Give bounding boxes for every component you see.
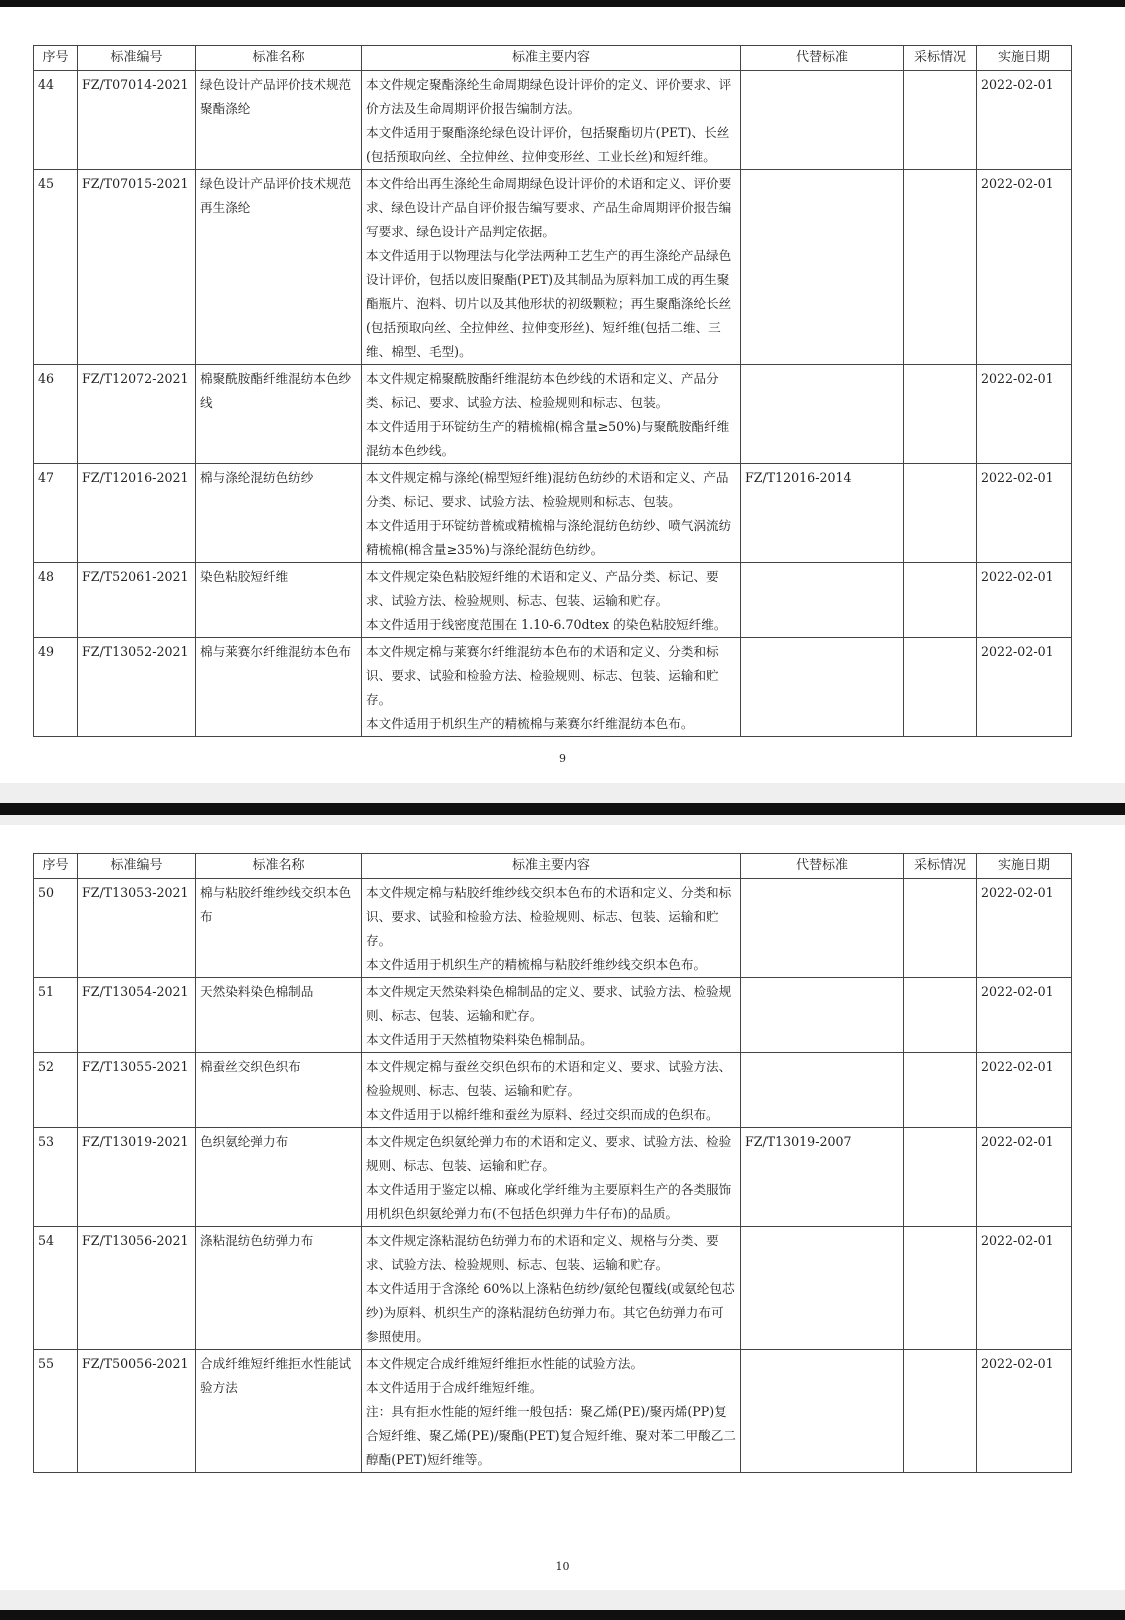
content-paragraph: 本文件适用于环锭纺普梳或精梳棉与涤纶混纺色纺纱、喷气涡流纺精梳棉(棉含量≥35%)与涤纶混纺色纺纱。 bbox=[366, 518, 732, 557]
page-number: 9 bbox=[559, 752, 566, 765]
replaced-standard-cell bbox=[741, 978, 904, 1053]
top-black-bar bbox=[0, 0, 1125, 7]
content-cell bbox=[362, 563, 741, 638]
content-paragraph: 本文件规定天然染料染色棉制品的定义、要求、试验方法、检验规则、标志、包装、运输和贮存。 bbox=[366, 984, 732, 1023]
replaced-standard-cell bbox=[741, 879, 904, 978]
column-header: 实施日期 bbox=[977, 46, 1072, 71]
page-gap bbox=[0, 783, 1125, 803]
table-row bbox=[34, 365, 1072, 464]
adoption-cell bbox=[904, 1350, 977, 1473]
effective-date-cell: 2022-02-01 bbox=[977, 71, 1072, 170]
replaced-standard-cell bbox=[741, 71, 904, 170]
standard-name-cell: 合成纤维短纤维拒水性能试验方法 bbox=[196, 1350, 362, 1473]
column-header: 采标情况 bbox=[904, 46, 977, 71]
effective-date-cell: 2022-02-01 bbox=[977, 978, 1072, 1053]
effective-date-cell: 2022-02-01 bbox=[977, 879, 1072, 978]
row-number-cell: 50 bbox=[34, 879, 78, 978]
standard-name-cell: 棉蚕丝交织色织布 bbox=[196, 1053, 362, 1128]
adoption-cell bbox=[904, 464, 977, 563]
page-number: 10 bbox=[555, 1560, 570, 1573]
row-number-cell: 47 bbox=[34, 464, 78, 563]
effective-date-cell: 2022-02-01 bbox=[977, 365, 1072, 464]
content-paragraph: 本文件规定色织氨纶弹力布的术语和定义、要求、试验方法、检验规则、标志、包装、运输和贮存。 bbox=[366, 1134, 732, 1173]
bottom-black-bar bbox=[0, 1610, 1125, 1620]
table-body bbox=[34, 71, 1072, 737]
adoption-cell bbox=[904, 1128, 977, 1227]
standard-code-cell: FZ/T50056-2021 bbox=[78, 1350, 196, 1473]
adoption-cell bbox=[904, 365, 977, 464]
standard-name-cell: 棉聚酰胺酯纤维混纺本色纱线 bbox=[196, 365, 362, 464]
replaced-standard-cell bbox=[741, 1350, 904, 1473]
column-header: 代替标准 bbox=[741, 46, 904, 71]
effective-date-cell: 2022-02-01 bbox=[977, 464, 1072, 563]
adoption-cell bbox=[904, 879, 977, 978]
table-body bbox=[34, 879, 1072, 1473]
column-header: 序号 bbox=[34, 854, 78, 879]
column-header: 标准编号 bbox=[78, 46, 196, 71]
standards-table-page-10 bbox=[33, 853, 1072, 1473]
content-cell bbox=[362, 1053, 741, 1128]
table-row bbox=[34, 464, 1072, 563]
replaced-standard-cell bbox=[741, 365, 904, 464]
content-paragraph: 本文件适用于合成纤维短纤维。 bbox=[366, 1380, 543, 1395]
row-number-cell: 49 bbox=[34, 638, 78, 737]
content-paragraph: 本文件适用于线密度范围在 1.10-6.70dtex 的染色粘胶短纤维。 bbox=[366, 617, 727, 632]
row-number-cell: 55 bbox=[34, 1350, 78, 1473]
content-cell bbox=[362, 170, 741, 365]
effective-date-cell: 2022-02-01 bbox=[977, 638, 1072, 737]
content-paragraph: 本文件适用于机织生产的精梳棉与莱赛尔纤维混纺本色布。 bbox=[366, 716, 694, 731]
page-separator-bar bbox=[0, 803, 1125, 815]
content-paragraph: 本文件适用于以物理法与化学法两种工艺生产的再生涤纶产品绿色设计评价，包括以废旧聚酯(PET)及其制品为原料加工成的再生聚酯瓶片、泡料、切片以及其他形状的初级颗粒；再生聚酯涤纶长丝(包括预取向丝、全拉伸丝、拉伸变形丝)、短纤维(包括二维、三维、棉型、毛型)。 bbox=[366, 248, 732, 359]
standard-name-cell: 棉与粘胶纤维纱线交织本色布 bbox=[196, 879, 362, 978]
column-header: 序号 bbox=[34, 46, 78, 71]
column-header: 标准主要内容 bbox=[362, 854, 741, 879]
adoption-cell bbox=[904, 638, 977, 737]
effective-date-cell: 2022-02-01 bbox=[977, 1227, 1072, 1350]
row-number-cell: 53 bbox=[34, 1128, 78, 1227]
content-paragraph: 注：具有拒水性能的短纤维一般包括：聚乙烯(PE)/聚丙烯(PP)复合短纤维、聚乙烯(PE)/聚酯(PET)复合短纤维、聚对苯二甲酸乙二醇酯(PET)短纤维等。 bbox=[366, 1404, 736, 1467]
page-gap bbox=[0, 1590, 1125, 1610]
standard-name-cell: 色织氨纶弹力布 bbox=[196, 1128, 362, 1227]
adoption-cell bbox=[904, 978, 977, 1053]
replaced-standard-cell bbox=[741, 170, 904, 365]
effective-date-cell: 2022-02-01 bbox=[977, 1350, 1072, 1473]
content-paragraph: 本文件规定涤粘混纺色纺弹力布的术语和定义、规格与分类、要求、试验方法、检验规则、标志、包装、运输和贮存。 bbox=[366, 1233, 719, 1272]
content-paragraph: 本文件适用于机织生产的精梳棉与粘胶纤维纱线交织本色布。 bbox=[366, 957, 707, 972]
row-number-cell: 45 bbox=[34, 170, 78, 365]
content-paragraph: 本文件规定聚酯涤纶生命周期绿色设计评价的定义、评价要求、评价方法及生命周期评价报告编制方法。 bbox=[366, 77, 732, 116]
content-paragraph: 本文件规定棉与莱赛尔纤维混纺本色布的术语和定义、分类和标识、要求、试验和检验方法、检验规则、标志、包装、运输和贮存。 bbox=[366, 644, 719, 707]
content-cell bbox=[362, 1128, 741, 1227]
content-paragraph: 本文件适用于以棉纤维和蚕丝为原料、经过交织而成的色织布。 bbox=[366, 1107, 719, 1122]
standard-code-cell: FZ/T12072-2021 bbox=[78, 365, 196, 464]
standard-code-cell: FZ/T13019-2021 bbox=[78, 1128, 196, 1227]
content-paragraph: 本文件适用于环锭纺生产的精梳棉(棉含量≥50%)与聚酰胺酯纤维混纺本色纱线。 bbox=[366, 419, 730, 458]
content-paragraph: 本文件适用于鉴定以棉、麻或化学纤维为主要原料生产的各类服饰用机织色织氨纶弹力布(不包括色织弹力牛仔布)的品质。 bbox=[366, 1182, 732, 1221]
standard-code-cell: FZ/T13052-2021 bbox=[78, 638, 196, 737]
content-cell bbox=[362, 1350, 741, 1473]
adoption-cell bbox=[904, 563, 977, 638]
standard-name-cell: 绿色设计产品评价技术规范聚酯涤纶 bbox=[196, 71, 362, 170]
standard-name-cell: 天然染料染色棉制品 bbox=[196, 978, 362, 1053]
row-number-cell: 46 bbox=[34, 365, 78, 464]
content-cell bbox=[362, 879, 741, 978]
row-number-cell: 51 bbox=[34, 978, 78, 1053]
content-paragraph: 本文件规定合成纤维短纤维拒水性能的试验方法。 bbox=[366, 1356, 644, 1371]
column-header: 实施日期 bbox=[977, 854, 1072, 879]
standard-code-cell: FZ/T13054-2021 bbox=[78, 978, 196, 1053]
standard-name-cell: 染色粘胶短纤维 bbox=[196, 563, 362, 638]
column-header: 代替标准 bbox=[741, 854, 904, 879]
adoption-cell bbox=[904, 71, 977, 170]
column-header: 标准名称 bbox=[196, 46, 362, 71]
table-row bbox=[34, 170, 1072, 365]
content-cell bbox=[362, 638, 741, 737]
standard-code-cell: FZ/T52061-2021 bbox=[78, 563, 196, 638]
replaced-standard-cell bbox=[741, 1227, 904, 1350]
content-paragraph: 本文件适用于含涤纶 60%以上涤粘色纺纱/氨纶包覆线(或氨纶包芯纱)为原料、机织生产的涤粘混纺色纺弹力布。其它色纺弹力布可参照使用。 bbox=[366, 1281, 735, 1344]
content-paragraph: 本文件规定染色粘胶短纤维的术语和定义、产品分类、标记、要求、试验方法、检验规则、标志、包装、运输和贮存。 bbox=[366, 569, 719, 608]
standard-name-cell: 棉与莱赛尔纤维混纺本色布 bbox=[196, 638, 362, 737]
standards-table-page-9 bbox=[33, 45, 1072, 737]
table-header-row bbox=[34, 854, 1072, 879]
column-header: 采标情况 bbox=[904, 854, 977, 879]
table-row bbox=[34, 563, 1072, 638]
content-cell bbox=[362, 1227, 741, 1350]
column-header: 标准编号 bbox=[78, 854, 196, 879]
standard-code-cell: FZ/T07014-2021 bbox=[78, 71, 196, 170]
table-row bbox=[34, 879, 1072, 978]
standard-name-cell: 绿色设计产品评价技术规范再生涤纶 bbox=[196, 170, 362, 365]
row-number-cell: 52 bbox=[34, 1053, 78, 1128]
column-header: 标准主要内容 bbox=[362, 46, 741, 71]
content-cell bbox=[362, 71, 741, 170]
replaced-standard-cell: FZ/T13019-2007 bbox=[741, 1128, 904, 1227]
effective-date-cell: 2022-02-01 bbox=[977, 1128, 1072, 1227]
content-cell bbox=[362, 464, 741, 563]
table-row bbox=[34, 1350, 1072, 1473]
replaced-standard-cell bbox=[741, 638, 904, 737]
table-header-row bbox=[34, 46, 1072, 71]
effective-date-cell: 2022-02-01 bbox=[977, 1053, 1072, 1128]
table-row bbox=[34, 71, 1072, 170]
standard-code-cell: FZ/T07015-2021 bbox=[78, 170, 196, 365]
standard-code-cell: FZ/T13055-2021 bbox=[78, 1053, 196, 1128]
table-row bbox=[34, 1128, 1072, 1227]
content-paragraph: 本文件规定棉与粘胶纤维纱线交织本色布的术语和定义、分类和标识、要求、试验和检验方法、检验规则、标志、包装、运输和贮存。 bbox=[366, 885, 732, 948]
replaced-standard-cell: FZ/T12016-2014 bbox=[741, 464, 904, 563]
content-paragraph: 本文件适用于聚酯涤纶绿色设计评价，包括聚酯切片(PET)、长丝(包括预取向丝、全拉伸丝、拉伸变形丝、工业长丝)和短纤维。 bbox=[366, 125, 730, 164]
standard-name-cell: 棉与涤纶混纺色纺纱 bbox=[196, 464, 362, 563]
standard-code-cell: FZ/T12016-2021 bbox=[78, 464, 196, 563]
content-cell bbox=[362, 978, 741, 1053]
row-number-cell: 48 bbox=[34, 563, 78, 638]
standard-code-cell: FZ/T13056-2021 bbox=[78, 1227, 196, 1350]
standard-code-cell: FZ/T13053-2021 bbox=[78, 879, 196, 978]
content-paragraph: 本文件给出再生涤纶生命周期绿色设计评价的术语和定义、评价要求、绿色设计产品自评价报告编写要求、产品生命周期评价报告编写要求、绿色设计产品判定依据。 bbox=[366, 176, 732, 239]
content-cell bbox=[362, 365, 741, 464]
row-number-cell: 44 bbox=[34, 71, 78, 170]
content-paragraph: 本文件规定棉与蚕丝交织色织布的术语和定义、要求、试验方法、检验规则、标志、包装、运输和贮存。 bbox=[366, 1059, 732, 1098]
row-number-cell: 54 bbox=[34, 1227, 78, 1350]
standard-name-cell: 涤粘混纺色纺弹力布 bbox=[196, 1227, 362, 1350]
table-row bbox=[34, 638, 1072, 737]
adoption-cell bbox=[904, 170, 977, 365]
content-paragraph: 本文件规定棉聚酰胺酯纤维混纺本色纱线的术语和定义、产品分类、标记、要求、试验方法、检验规则和标志、包装。 bbox=[366, 371, 719, 410]
page-gap bbox=[0, 815, 1125, 825]
effective-date-cell: 2022-02-01 bbox=[977, 563, 1072, 638]
adoption-cell bbox=[904, 1227, 977, 1350]
table-row bbox=[34, 1227, 1072, 1350]
table-row bbox=[34, 1053, 1072, 1128]
replaced-standard-cell bbox=[741, 563, 904, 638]
column-header: 标准名称 bbox=[196, 854, 362, 879]
table-row bbox=[34, 978, 1072, 1053]
effective-date-cell: 2022-02-01 bbox=[977, 170, 1072, 365]
content-paragraph: 本文件适用于天然植物染料染色棉制品。 bbox=[366, 1032, 593, 1047]
adoption-cell bbox=[904, 1053, 977, 1128]
content-paragraph: 本文件规定棉与涤纶(棉型短纤维)混纺色纺纱的术语和定义、产品分类、标记、要求、试验方法、检验规则和标志、包装。 bbox=[366, 470, 729, 509]
replaced-standard-cell bbox=[741, 1053, 904, 1128]
